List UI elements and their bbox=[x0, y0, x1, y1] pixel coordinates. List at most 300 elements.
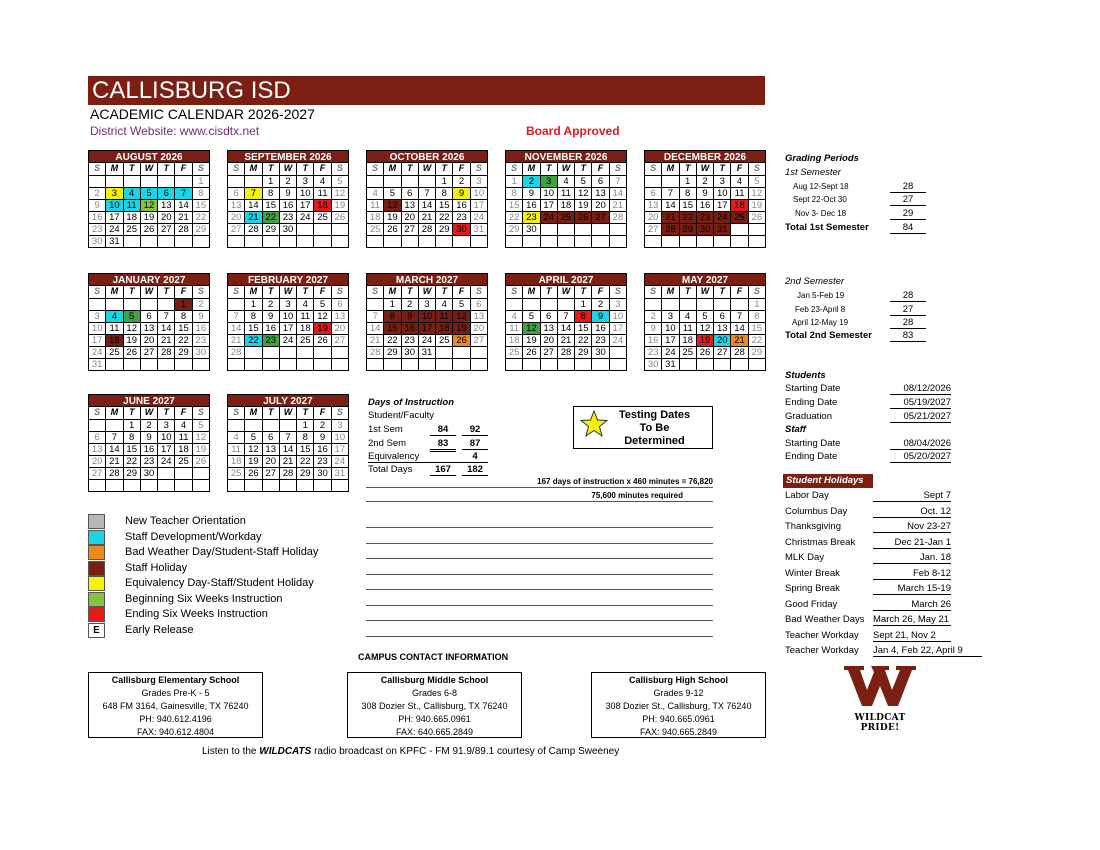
calendar-day: 26 bbox=[453, 334, 470, 346]
calendar-day: 17 bbox=[89, 334, 106, 346]
day-name: T bbox=[262, 407, 279, 419]
calendar-day: 5 bbox=[314, 298, 331, 310]
calendar-day bbox=[592, 235, 609, 247]
testing-dates-box bbox=[573, 406, 713, 449]
calendar-day: 14 bbox=[418, 199, 435, 211]
calendar-day: 20 bbox=[714, 334, 731, 346]
calendar-day: 7 bbox=[609, 175, 626, 187]
calendar-day bbox=[89, 419, 106, 431]
calendar-day: 21 bbox=[367, 334, 384, 346]
calendar-day bbox=[228, 175, 245, 187]
calendar-day: 21 bbox=[245, 211, 262, 223]
month-calendar bbox=[644, 150, 766, 248]
instruction-value: 92 bbox=[462, 424, 488, 436]
calendar-day: 25 bbox=[106, 346, 123, 358]
day-name: S bbox=[192, 407, 209, 419]
calendar-day bbox=[314, 223, 331, 235]
day-name: S bbox=[748, 286, 765, 298]
month-calendar bbox=[505, 150, 627, 248]
calendar-day: 8 bbox=[245, 310, 262, 322]
calendar-day bbox=[331, 479, 348, 491]
calendar-day bbox=[245, 479, 262, 491]
day-name: S bbox=[367, 163, 384, 175]
day-name: S bbox=[192, 286, 209, 298]
campus-name: Callisburg High School bbox=[628, 675, 728, 685]
footer-post: radio broadcast on KPFC - FM 91.9/89.1 courtesy of Camp Sweeney bbox=[311, 746, 620, 757]
calendar-day bbox=[297, 479, 314, 491]
calendar-day: 22 bbox=[384, 334, 401, 346]
footer-wildcats: WILDCATS bbox=[259, 746, 312, 757]
calendar-day: 20 bbox=[262, 455, 279, 467]
calendar-day: 18 bbox=[557, 199, 574, 211]
calendar-day bbox=[557, 298, 574, 310]
calendar-day: 3 bbox=[297, 175, 314, 187]
calendar-day: 20 bbox=[89, 455, 106, 467]
calendar-day: 10 bbox=[662, 322, 679, 334]
calendar-day: 16 bbox=[262, 322, 279, 334]
calendar-day: 13 bbox=[262, 443, 279, 455]
month-calendar bbox=[227, 273, 349, 371]
day-name: M bbox=[245, 163, 262, 175]
calendar-day bbox=[331, 235, 348, 247]
month-calendar bbox=[227, 150, 349, 248]
calendar-day: 29 bbox=[384, 346, 401, 358]
calendar-day: 15 bbox=[679, 199, 696, 211]
calendar-day bbox=[262, 235, 279, 247]
calendar-day bbox=[731, 358, 748, 370]
calendar-day: 4 bbox=[731, 175, 748, 187]
calendar-day: 29 bbox=[575, 346, 592, 358]
calendar-day: 19 bbox=[384, 211, 401, 223]
calendar-day: 10 bbox=[279, 310, 296, 322]
calendar-day bbox=[418, 235, 435, 247]
day-name: T bbox=[123, 163, 140, 175]
calendar-day: 20 bbox=[228, 211, 245, 223]
calendar-day: 13 bbox=[540, 322, 557, 334]
holiday-label: Labor Day bbox=[785, 490, 829, 501]
calendar-day bbox=[679, 298, 696, 310]
calendar-day bbox=[557, 358, 574, 370]
calendar-day: 28 bbox=[228, 346, 245, 358]
calendar-day: 30 bbox=[523, 223, 540, 235]
calendar-day: 10 bbox=[331, 431, 348, 443]
holiday-label: Good Friday bbox=[785, 598, 838, 610]
legend-swatch bbox=[88, 607, 105, 622]
divider bbox=[366, 501, 713, 502]
calendar-day bbox=[540, 235, 557, 247]
calendar-day: 18 bbox=[436, 322, 453, 334]
students-start-date: 08/12/2026 bbox=[890, 383, 951, 395]
calendar-day: 3 bbox=[662, 310, 679, 322]
calendar-day: 28 bbox=[279, 467, 296, 479]
calendar-day: 28 bbox=[662, 223, 679, 235]
calendar-day: 2 bbox=[279, 175, 296, 187]
calendar-day: 1 bbox=[436, 175, 453, 187]
day-name: F bbox=[453, 163, 470, 175]
calendar-day bbox=[679, 358, 696, 370]
month-calendar bbox=[505, 273, 627, 371]
legend-label: Equivalency Day-Staff/Student Holiday bbox=[125, 577, 314, 589]
calendar-day: 30 bbox=[89, 235, 106, 247]
calendar-day: 25 bbox=[314, 211, 331, 223]
calendar-day: 27 bbox=[470, 334, 487, 346]
calendar-day bbox=[175, 175, 192, 187]
calendar-day: 16 bbox=[645, 334, 662, 346]
sem1-period-3: Nov 3- Dec 18 bbox=[795, 209, 847, 218]
testing-line-2: To Be bbox=[639, 422, 670, 434]
calendar-day: 2 bbox=[140, 419, 157, 431]
calendar-day: 4 bbox=[297, 298, 314, 310]
calendar-day: 24 bbox=[297, 211, 314, 223]
calendar-day: 20 bbox=[540, 334, 557, 346]
day-name: M bbox=[106, 407, 123, 419]
campus-name: Callisburg Elementary School bbox=[111, 675, 240, 685]
calendar-day bbox=[436, 235, 453, 247]
day-name: S bbox=[89, 407, 106, 419]
staff-start-label: Starting Date bbox=[785, 438, 841, 449]
calendar-day: 11 bbox=[175, 431, 192, 443]
calendar-day: 5 bbox=[123, 310, 140, 322]
calendar-day: 7 bbox=[106, 431, 123, 443]
day-name: T bbox=[158, 407, 175, 419]
calendar-day bbox=[123, 175, 140, 187]
calendar-day: 16 bbox=[401, 322, 418, 334]
calendar-day bbox=[123, 298, 140, 310]
calendar-day: 28 bbox=[557, 346, 574, 358]
calendar-day: 4 bbox=[367, 187, 384, 199]
day-name: S bbox=[228, 163, 245, 175]
campus-contact-title: CAMPUS CONTACT INFORMATION bbox=[358, 652, 509, 662]
calendar-day: 17 bbox=[662, 334, 679, 346]
calendar-day: 24 bbox=[158, 455, 175, 467]
calendar-day bbox=[140, 358, 157, 370]
calendar-day: 9 bbox=[262, 310, 279, 322]
holiday-label: Christmas Break bbox=[785, 536, 856, 548]
day-name: W bbox=[140, 163, 157, 175]
calendar-day bbox=[89, 298, 106, 310]
calendar-day: 11 bbox=[367, 199, 384, 211]
calendar-day: 23 bbox=[279, 211, 296, 223]
calendar-day: 25 bbox=[175, 455, 192, 467]
instruction-value: 182 bbox=[462, 464, 488, 476]
calendar-day: 21 bbox=[158, 334, 175, 346]
calendar-day: 2 bbox=[401, 298, 418, 310]
calendar-day: 13 bbox=[331, 310, 348, 322]
calendar-day: 26 bbox=[245, 467, 262, 479]
calendar-day: 8 bbox=[297, 431, 314, 443]
calendar-day bbox=[123, 235, 140, 247]
calendar-day: 22 bbox=[123, 455, 140, 467]
calendar-day: 5 bbox=[245, 431, 262, 443]
calendar-day: 23 bbox=[89, 223, 106, 235]
calendar-day: 22 bbox=[506, 211, 523, 223]
calendar-day: 12 bbox=[331, 187, 348, 199]
calendar-day bbox=[106, 175, 123, 187]
calendar-day: 5 bbox=[696, 310, 713, 322]
day-name: T bbox=[436, 163, 453, 175]
calendar-day bbox=[331, 358, 348, 370]
calendar-day bbox=[662, 298, 679, 310]
calendar-day: 7 bbox=[418, 187, 435, 199]
calendar-day: 26 bbox=[314, 334, 331, 346]
campus-fax: FAX: 940.665.2849 bbox=[639, 727, 718, 737]
calendar-day: 10 bbox=[418, 310, 435, 322]
calendar-day bbox=[609, 235, 626, 247]
legend-label: Beginning Six Weeks Instruction bbox=[125, 592, 283, 605]
day-name: T bbox=[679, 286, 696, 298]
calendar-day: 21 bbox=[175, 211, 192, 223]
calendar-day: 20 bbox=[470, 322, 487, 334]
calendar-day: 3 bbox=[279, 298, 296, 310]
day-name: T bbox=[297, 286, 314, 298]
calendar-day bbox=[279, 235, 296, 247]
calendar-day: 17 bbox=[470, 199, 487, 211]
calendar-day: 28 bbox=[175, 223, 192, 235]
calendar-day: 23 bbox=[645, 346, 662, 358]
calendar-day: 2 bbox=[523, 175, 540, 187]
sem2-total-label: Total 2nd Semester bbox=[785, 330, 872, 341]
calendar-day: 24 bbox=[470, 211, 487, 223]
calendar-day: 27 bbox=[140, 346, 157, 358]
calendar-day: 13 bbox=[228, 199, 245, 211]
sem2-period-1: Jan 5-Feb 19 bbox=[797, 291, 845, 300]
calendar-day: 29 bbox=[748, 346, 765, 358]
calendar-day bbox=[158, 175, 175, 187]
calendar-day: 30 bbox=[401, 346, 418, 358]
calendar-day: 27 bbox=[89, 467, 106, 479]
instruction-label: Equivalency bbox=[368, 451, 478, 463]
calendar-day: 7 bbox=[731, 310, 748, 322]
calendar-day: 19 bbox=[314, 322, 331, 334]
legend-label: New Teacher Orientation bbox=[125, 515, 246, 527]
calendar-day: 14 bbox=[662, 199, 679, 211]
campus-phone: PH: 940.665.0961 bbox=[398, 714, 471, 724]
calendar-day: 19 bbox=[453, 322, 470, 334]
calendar-day: 1 bbox=[192, 175, 209, 187]
day-name: S bbox=[645, 163, 662, 175]
day-name: F bbox=[175, 163, 192, 175]
calendar-day: 24 bbox=[89, 346, 106, 358]
legend-swatch bbox=[88, 545, 105, 560]
day-name: S bbox=[89, 286, 106, 298]
instruction-value bbox=[430, 451, 456, 452]
calendar-day: 7 bbox=[245, 187, 262, 199]
calendar-day: 26 bbox=[192, 455, 209, 467]
calendar-day: 9 bbox=[192, 310, 209, 322]
calendar-day: 3 bbox=[470, 175, 487, 187]
calendar-day bbox=[575, 223, 592, 235]
calendar-day: 20 bbox=[331, 322, 348, 334]
sem2-total: 83 bbox=[890, 330, 926, 342]
calendar-day: 28 bbox=[731, 346, 748, 358]
calendar-day bbox=[367, 298, 384, 310]
calendar-day: 1 bbox=[575, 298, 592, 310]
calendar-day: 22 bbox=[748, 334, 765, 346]
footer-pre: Listen to the bbox=[202, 746, 260, 757]
day-name: S bbox=[331, 163, 348, 175]
calendar-day: 23 bbox=[696, 211, 713, 223]
calendar-day: 28 bbox=[418, 223, 435, 235]
calendar-day bbox=[158, 467, 175, 479]
calendar-day: 15 bbox=[506, 199, 523, 211]
month-calendar bbox=[88, 273, 210, 371]
calendar-day: 14 bbox=[158, 322, 175, 334]
graduation-date: 05/21/2027 bbox=[890, 411, 951, 423]
calendar-day: 11 bbox=[679, 322, 696, 334]
month-calendar bbox=[88, 150, 210, 248]
calendar-day: 9 bbox=[140, 431, 157, 443]
holiday-date: March 26 bbox=[873, 599, 951, 611]
calendar-day: 3 bbox=[609, 298, 626, 310]
sem1-days-2: 27 bbox=[890, 194, 926, 206]
month-header: DECEMBER 2026 bbox=[644, 150, 766, 163]
holiday-date: Jan 4, Feb 22, April 9 bbox=[873, 645, 982, 657]
day-name: S bbox=[645, 286, 662, 298]
calendar-day: 28 bbox=[106, 467, 123, 479]
calendar-day bbox=[158, 298, 175, 310]
calendar-day: 2 bbox=[89, 187, 106, 199]
day-name: T bbox=[714, 163, 731, 175]
calendar-day: 12 bbox=[123, 322, 140, 334]
calendar-day bbox=[279, 346, 296, 358]
calendar-day: 12 bbox=[140, 199, 157, 211]
calendar-day bbox=[228, 358, 245, 370]
calendar-day: 8 bbox=[506, 187, 523, 199]
calendar-day: 31 bbox=[89, 358, 106, 370]
district-website[interactable]: District Website: www.cisdtx.net bbox=[90, 124, 260, 138]
calendar-day: 26 bbox=[748, 211, 765, 223]
calendar-day: 14 bbox=[106, 443, 123, 455]
calendar-day: 24 bbox=[279, 334, 296, 346]
calendar-day: 18 bbox=[679, 334, 696, 346]
calendar-day: 14 bbox=[245, 199, 262, 211]
calendar-day: 25 bbox=[436, 334, 453, 346]
grading-periods-title: Grading Periods bbox=[785, 153, 859, 164]
calendar-day: 7 bbox=[662, 187, 679, 199]
calendar-day: 31 bbox=[662, 358, 679, 370]
calendar-day: 15 bbox=[175, 322, 192, 334]
calendar-day: 8 bbox=[262, 187, 279, 199]
calendar-day bbox=[331, 223, 348, 235]
calendar-day bbox=[418, 175, 435, 187]
calendar-day bbox=[297, 235, 314, 247]
day-name: M bbox=[662, 163, 679, 175]
day-name: T bbox=[540, 286, 557, 298]
calendar-day bbox=[297, 358, 314, 370]
calendar-day bbox=[262, 479, 279, 491]
calendar-day: 20 bbox=[158, 211, 175, 223]
calendar-day: 13 bbox=[140, 322, 157, 334]
calendar-day bbox=[731, 235, 748, 247]
day-name: M bbox=[662, 286, 679, 298]
minutes-line: 167 days of instruction x 460 minutes = 76,820 bbox=[366, 477, 713, 488]
calendar-day: 14 bbox=[557, 322, 574, 334]
student-holidays-title: Student Holidays bbox=[783, 474, 873, 488]
instruction-label: Student/Faculty bbox=[368, 410, 435, 421]
day-name: T bbox=[158, 286, 175, 298]
calendar-day: 21 bbox=[418, 211, 435, 223]
day-name: T bbox=[262, 163, 279, 175]
calendar-day bbox=[245, 235, 262, 247]
calendar-day bbox=[140, 235, 157, 247]
calendar-day: 18 bbox=[123, 211, 140, 223]
sem2-period-3: April 12-May 19 bbox=[792, 318, 849, 327]
calendar-subtitle: ACADEMIC CALENDAR 2026-2027 bbox=[90, 106, 315, 122]
calendar-day bbox=[575, 358, 592, 370]
calendar-day: 20 bbox=[401, 211, 418, 223]
calendar-day bbox=[592, 223, 609, 235]
day-name: S bbox=[506, 286, 523, 298]
calendar-day: 20 bbox=[140, 334, 157, 346]
calendar-day: 11 bbox=[123, 199, 140, 211]
holiday-date: March 26, May 21 bbox=[873, 614, 950, 625]
calendar-day: 2 bbox=[262, 298, 279, 310]
calendar-day: 19 bbox=[696, 334, 713, 346]
calendar-day: 21 bbox=[557, 334, 574, 346]
day-name: W bbox=[140, 286, 157, 298]
calendar-day: 30 bbox=[592, 346, 609, 358]
calendar-day: 18 bbox=[175, 443, 192, 455]
calendar-day: 12 bbox=[523, 322, 540, 334]
calendar-day: 9 bbox=[314, 431, 331, 443]
calendar-day: 27 bbox=[262, 467, 279, 479]
calendar-day: 3 bbox=[714, 175, 731, 187]
calendar-day: 31 bbox=[106, 235, 123, 247]
instruction-label: 1st Sem bbox=[368, 424, 403, 435]
calendar-day: 5 bbox=[384, 187, 401, 199]
district-title: CALLISBURG ISD bbox=[88, 76, 765, 105]
staff-title: Staff bbox=[785, 424, 806, 435]
wildcat-logo-icon bbox=[838, 660, 922, 710]
month-header: OCTOBER 2026 bbox=[366, 150, 488, 163]
day-name: M bbox=[384, 286, 401, 298]
calendar-day: 25 bbox=[506, 346, 523, 358]
calendar-day: 15 bbox=[436, 199, 453, 211]
calendar-day bbox=[609, 358, 626, 370]
calendar-day: 17 bbox=[297, 199, 314, 211]
calendar-day: 29 bbox=[506, 223, 523, 235]
legend-rule bbox=[366, 574, 713, 575]
calendar-day: 11 bbox=[297, 310, 314, 322]
calendar-day: 17 bbox=[609, 322, 626, 334]
calendar-day bbox=[262, 346, 279, 358]
board-approved-label: Board Approved bbox=[526, 124, 620, 138]
calendar-day: 12 bbox=[575, 187, 592, 199]
instruction-value: 167 bbox=[430, 464, 456, 476]
day-name: W bbox=[279, 286, 296, 298]
calendar-day: 24 bbox=[106, 223, 123, 235]
day-name: T bbox=[297, 407, 314, 419]
calendar-day: 4 bbox=[436, 298, 453, 310]
students-start-label: Starting Date bbox=[785, 383, 841, 394]
calendar-day: 5 bbox=[453, 298, 470, 310]
month-header: MARCH 2027 bbox=[366, 273, 488, 286]
logo-tagline: WILDCAT PRIDE! bbox=[854, 713, 906, 733]
calendar-day bbox=[714, 298, 731, 310]
calendar-day: 23 bbox=[401, 334, 418, 346]
calendar-day: 11 bbox=[436, 310, 453, 322]
instruction-title: Days of Instruction bbox=[368, 397, 455, 408]
day-name: S bbox=[192, 163, 209, 175]
month-calendar bbox=[644, 273, 766, 371]
month-header: APRIL 2027 bbox=[505, 273, 627, 286]
calendar-day: 22 bbox=[262, 211, 279, 223]
calendar-day bbox=[158, 235, 175, 247]
staff-end-label: Ending Date bbox=[785, 451, 838, 462]
calendar-day: 10 bbox=[470, 187, 487, 199]
sem1-period-2: Sept 22-Oct 30 bbox=[793, 195, 847, 204]
day-name: S bbox=[470, 286, 487, 298]
